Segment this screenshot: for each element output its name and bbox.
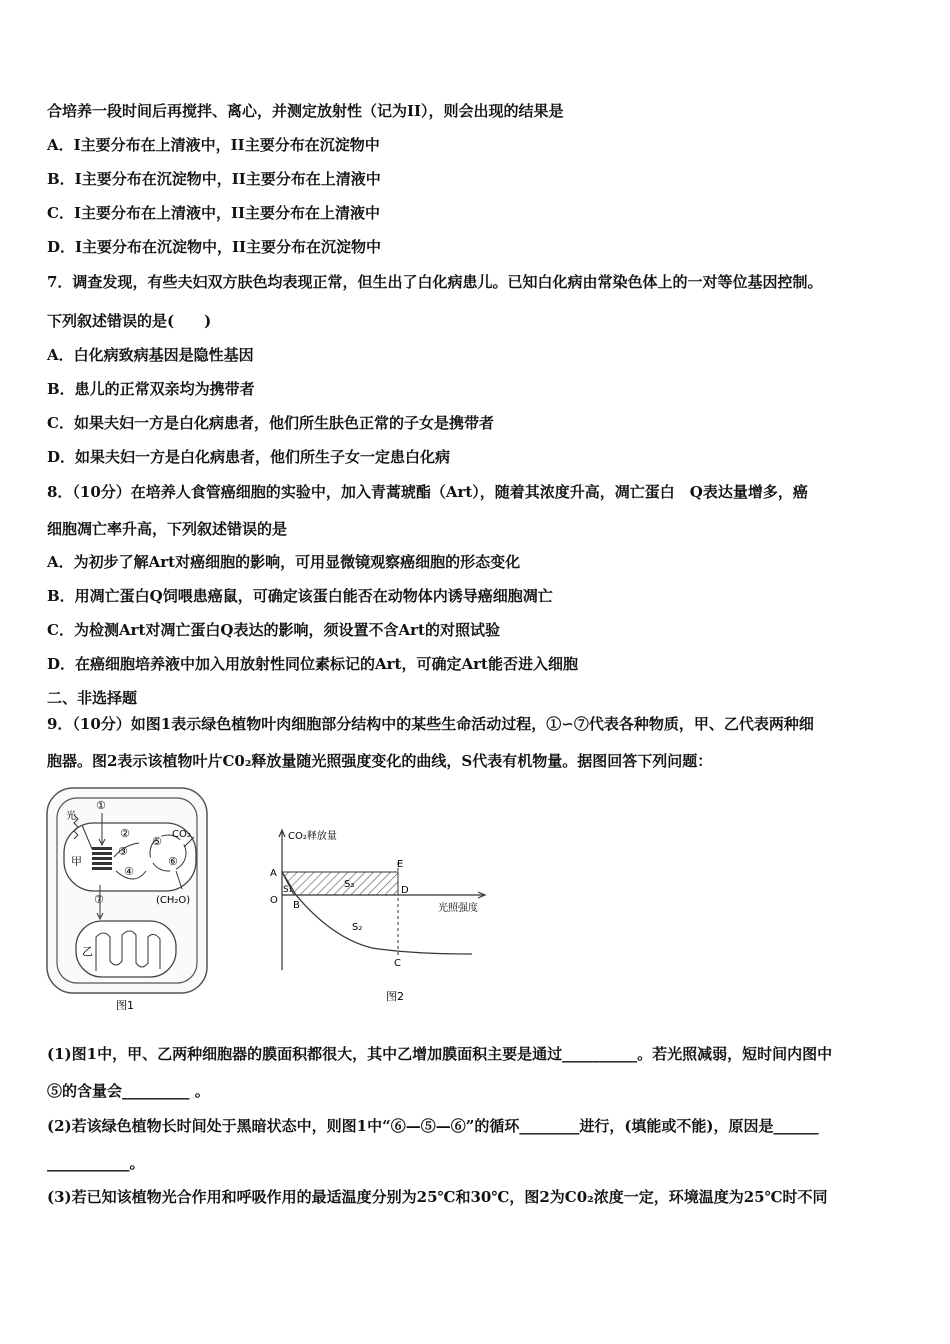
- text-line: 胞器。图2表示该植物叶片C0₂释放量随光照强度变化的曲线，S代表有机物量。据图回答下列问题：: [47, 752, 713, 770]
- point-b: B: [293, 900, 300, 911]
- figure-2: [262, 822, 494, 1007]
- figure-1-diagram: [44, 785, 216, 1015]
- text-line: ___________。: [47, 1154, 145, 1172]
- point-d: D: [401, 885, 409, 896]
- label-3: ③: [118, 845, 128, 858]
- label-s1: S₁: [283, 885, 293, 895]
- text-line: ⑤的含量会_________ 。: [47, 1082, 210, 1100]
- figure-2-caption: 图2: [386, 990, 404, 1003]
- figure-1-caption: 图1: [116, 999, 134, 1012]
- point-e: E: [397, 859, 404, 870]
- option-c: C．为检测Art对凋亡蛋白Q表达的影响，须设置不含Art的对照试验: [47, 621, 500, 639]
- option-a: A．白化病致病基因是隐性基因: [47, 346, 254, 364]
- option-d: D．I主要分布在沉淀物中，II主要分布在沉淀物中: [47, 238, 382, 256]
- point-a: A: [270, 868, 277, 879]
- light-label: 光: [66, 811, 76, 822]
- option-b: B．患儿的正常双亲均为携带者: [47, 380, 255, 398]
- figure-1: [44, 785, 216, 1015]
- jia-label: 甲: [71, 855, 82, 868]
- text-line: 合培养一段时间后再搅拌、离心，并测定放射性（记为II），则会出现的结果是: [47, 102, 564, 120]
- co2-label: CO₂: [172, 829, 191, 840]
- label-4: ④: [124, 865, 134, 878]
- text-line: 下列叙述错误的是( ): [47, 312, 212, 330]
- text-line: 细胞凋亡率升高，下列叙述错误的是: [47, 520, 288, 538]
- label-7: ⑦: [94, 893, 104, 906]
- option-c: C．如果夫妇一方是白化病患者，他们所生肤色正常的子女是携带者: [47, 414, 494, 432]
- question-7: 7．调查发现，有些夫妇双方肤色均表现正常，但生出了白化病患儿。已知白化病由常染色体上的一对等位基因控制。: [47, 273, 823, 291]
- label-2: ②: [120, 827, 130, 840]
- option-b: B．用凋亡蛋白Q饲喂患癌鼠，可确定该蛋白能否在动物体内诱导癌细胞凋亡: [47, 587, 553, 605]
- point-o: O: [270, 895, 278, 906]
- question-9: 9．（10分）如图1表示绿色植物叶肉细胞部分结构中的某些生命活动过程，①∽⑦代表各种物质，甲、乙代表两种细: [47, 715, 814, 733]
- option-a: A．I主要分布在上清液中，II主要分布在沉淀物中: [47, 136, 380, 154]
- point-c: C: [394, 958, 401, 969]
- question-8: 8．（10分）在培养人食管癌细胞的实验中，加入青蒿琥酯（Art），随着其浓度升高，凋亡蛋白 Q表达量增多，癌: [47, 483, 808, 501]
- x-axis-label: 光照强度: [438, 903, 478, 914]
- section-heading: 二、非选择题: [47, 689, 138, 707]
- sub-question-1: (1)图1中，甲、乙两种细胞器的膜面积都很大，其中乙增加膜面积主要是通过__________。若光照减弱，短时间内图中: [47, 1045, 833, 1063]
- option-a: A．为初步了解Art对癌细胞的影响，可用显微镜观察癌细胞的形态变化: [47, 553, 521, 571]
- option-d: D．如果夫妇一方是白化病患者，他们所生子女一定患白化病: [47, 448, 451, 466]
- label-s3: S₃: [344, 879, 355, 890]
- yi-label: 乙: [82, 945, 93, 958]
- option-d: D．在癌细胞培养液中加入用放射性同位素标记的Art，可确定Art能否进入细胞: [47, 655, 578, 673]
- y-axis-label: CO₂释放量: [288, 831, 337, 842]
- sub-question-2: (2)若该绿色植物长时间处于黑暗状态中，则图1中“⑥—⑤—⑥”的循环________进行，(填能或不能)，原因是______: [47, 1117, 819, 1135]
- sub-question-3: (3)若已知该植物光合作用和呼吸作用的最适温度分别为25℃和30℃，图2为C0₂浓度一定，环境温度为25℃时不同: [47, 1188, 828, 1206]
- figure-2-chart: [262, 822, 494, 1007]
- label-s2: S₂: [352, 922, 363, 933]
- label-1: ①: [96, 799, 106, 812]
- area-s3: [282, 872, 398, 895]
- ch2o-label: (CH₂O): [156, 895, 191, 906]
- label-5: ⑤: [152, 835, 162, 848]
- option-b: B．I主要分布在沉淀物中，II主要分布在上清液中: [47, 170, 381, 188]
- label-6: ⑥: [168, 855, 178, 868]
- option-c: C．I主要分布在上清液中，II主要分布在上清液中: [47, 204, 380, 222]
